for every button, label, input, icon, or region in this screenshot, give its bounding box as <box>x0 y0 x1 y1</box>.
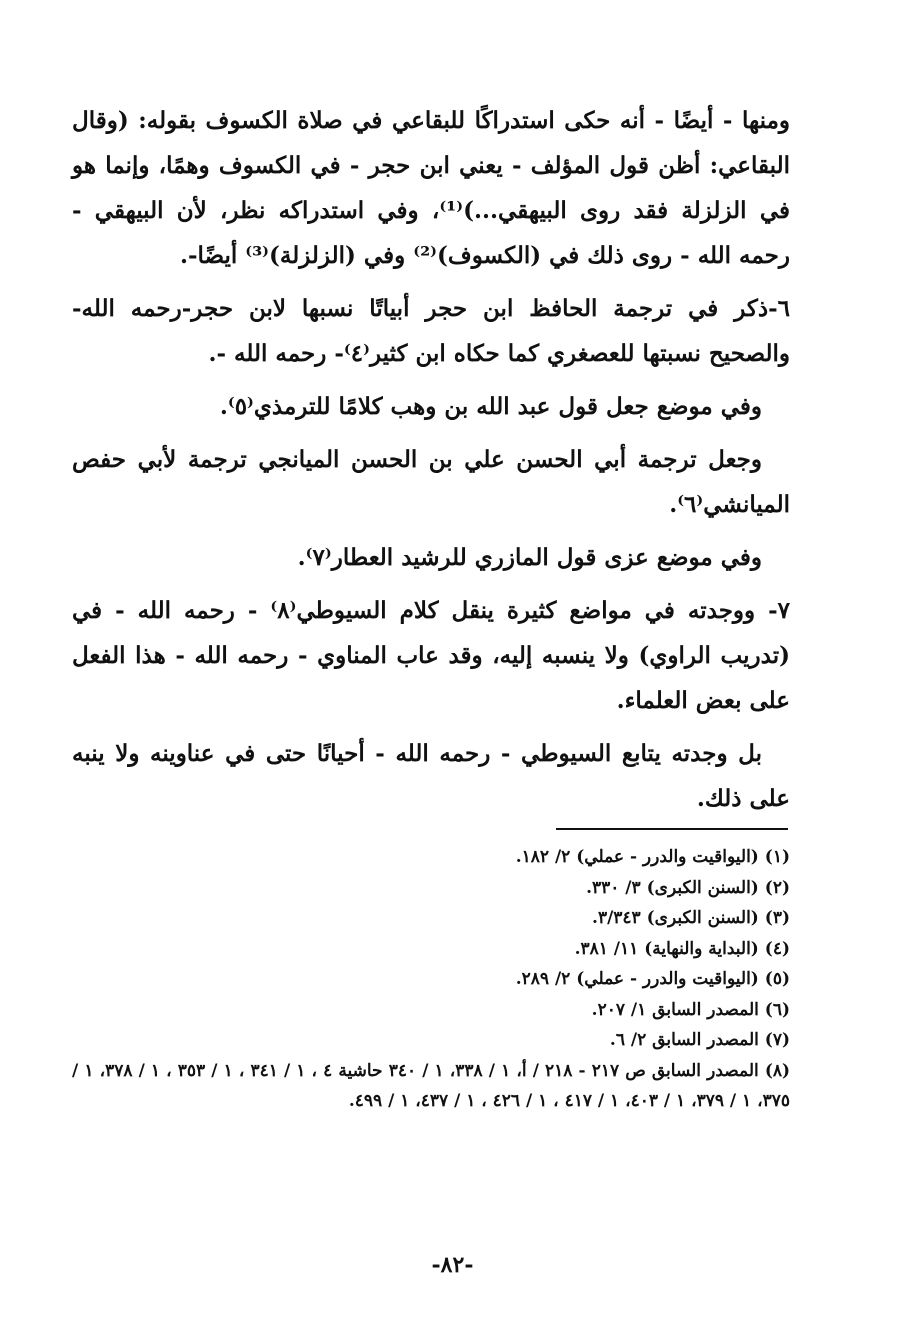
main-text <box>72 98 790 829</box>
paragraph-point-6: ٦-ذكر في ترجمة الحافظ ابن حجر أبياتًا نسبها لابن حجر-رحمه الله- والصحيح نسبتها للعصغري كما حكاه ابن كثير⁽٤⁾- رحمه الله -. <box>72 295 790 367</box>
paragraph-point-7: ٧- ووجدته في مواضع كثيرة ينقل كلام السيوطي⁽٨⁾ - رحمه الله - في (تدريب الراوي) ولا ينسبه إليه، وقد عاب المناوي - رحمه الله - هذا الفعل على بعض العلماء. <box>72 597 790 714</box>
footnote-5: (٥) (اليواقيت والدرر - عملي) ٢/ ٢٨٩. <box>515 969 790 989</box>
footnote-8: (٨) المصدر السابق ص ٢١٧ - ٢١٨ / أ، ١ / ٣٣٨، ١ / ٣٤٠ حاشية ٤ ، ١ / ٣٤١ ، ١ / ٣٥٣ ، ١ / ٣٧٨، ١ / ٣٧٥، ١ / ٣٧٩، ١ / ٤٠٣، ١ / ٤١٧ ، ١ / ٤٢٦ ، ١ / ٤٣٧، ١ / ٤٩٩. <box>72 1060 791 1111</box>
footnote-4: (٤) (البداية والنهاية) ١١/ ٣٨١. <box>574 938 790 959</box>
footnote-7: (٧) المصدر السابق ٢/ ٦. <box>609 1030 790 1050</box>
paragraph-ibn-wahb: وفي موضع جعل قول عبد الله بن وهب كلامًا للترمذي⁽٥⁾. <box>219 393 762 420</box>
paragraph-kusuf: ومنها - أيضًا - أنه حكى استدراكًا للبقاعي في صلاة الكسوف بقوله: (وقال البقاعي: أظن قول المؤلف - يعني ابن حجر - في الكسوف وهمًا، وإنما هو في الزلزلة فقد روى البيهقي...)⁽¹⁾، وفي استدراكه نظر، لأن البيهقي - رحمه الله - روى ذلك في (الكسوف)⁽²⁾ وفي (الزلزلة)⁽³⁾ أيضًا-. <box>72 107 790 269</box>
paragraph-mazari: وفي موضع عزى قول المازري للرشيد العطار⁽٧⁾. <box>297 544 762 571</box>
footnote-3: (٣) (السنن الكبرى) ٣/٣٤٣. <box>592 908 790 928</box>
page-number: -٨٢- <box>431 1252 474 1278</box>
footnote-1: (١) (اليواقيت والدرر - عملي) ٢/ ١٨٢. <box>515 847 790 867</box>
paragraph-suyuti: بل وجدته يتابع السيوطي - رحمه الله - أحيانًا حتى في عناوينه ولا ينبه على ذلك. <box>72 740 790 812</box>
footnote-6: (٦) المصدر السابق ١/ ٢٠٧. <box>591 999 790 1020</box>
footnote-separator <box>556 828 788 830</box>
footnote-2: (٢) (السنن الكبرى) ٣/ ٣٣٠. <box>586 877 790 898</box>
footnotes <box>72 842 790 1117</box>
paragraph-mayanji: وجعل ترجمة أبي الحسن علي بن الحسن الميانجي ترجمة لأبي حفص الميانشي⁽٦⁾. <box>72 446 790 518</box>
